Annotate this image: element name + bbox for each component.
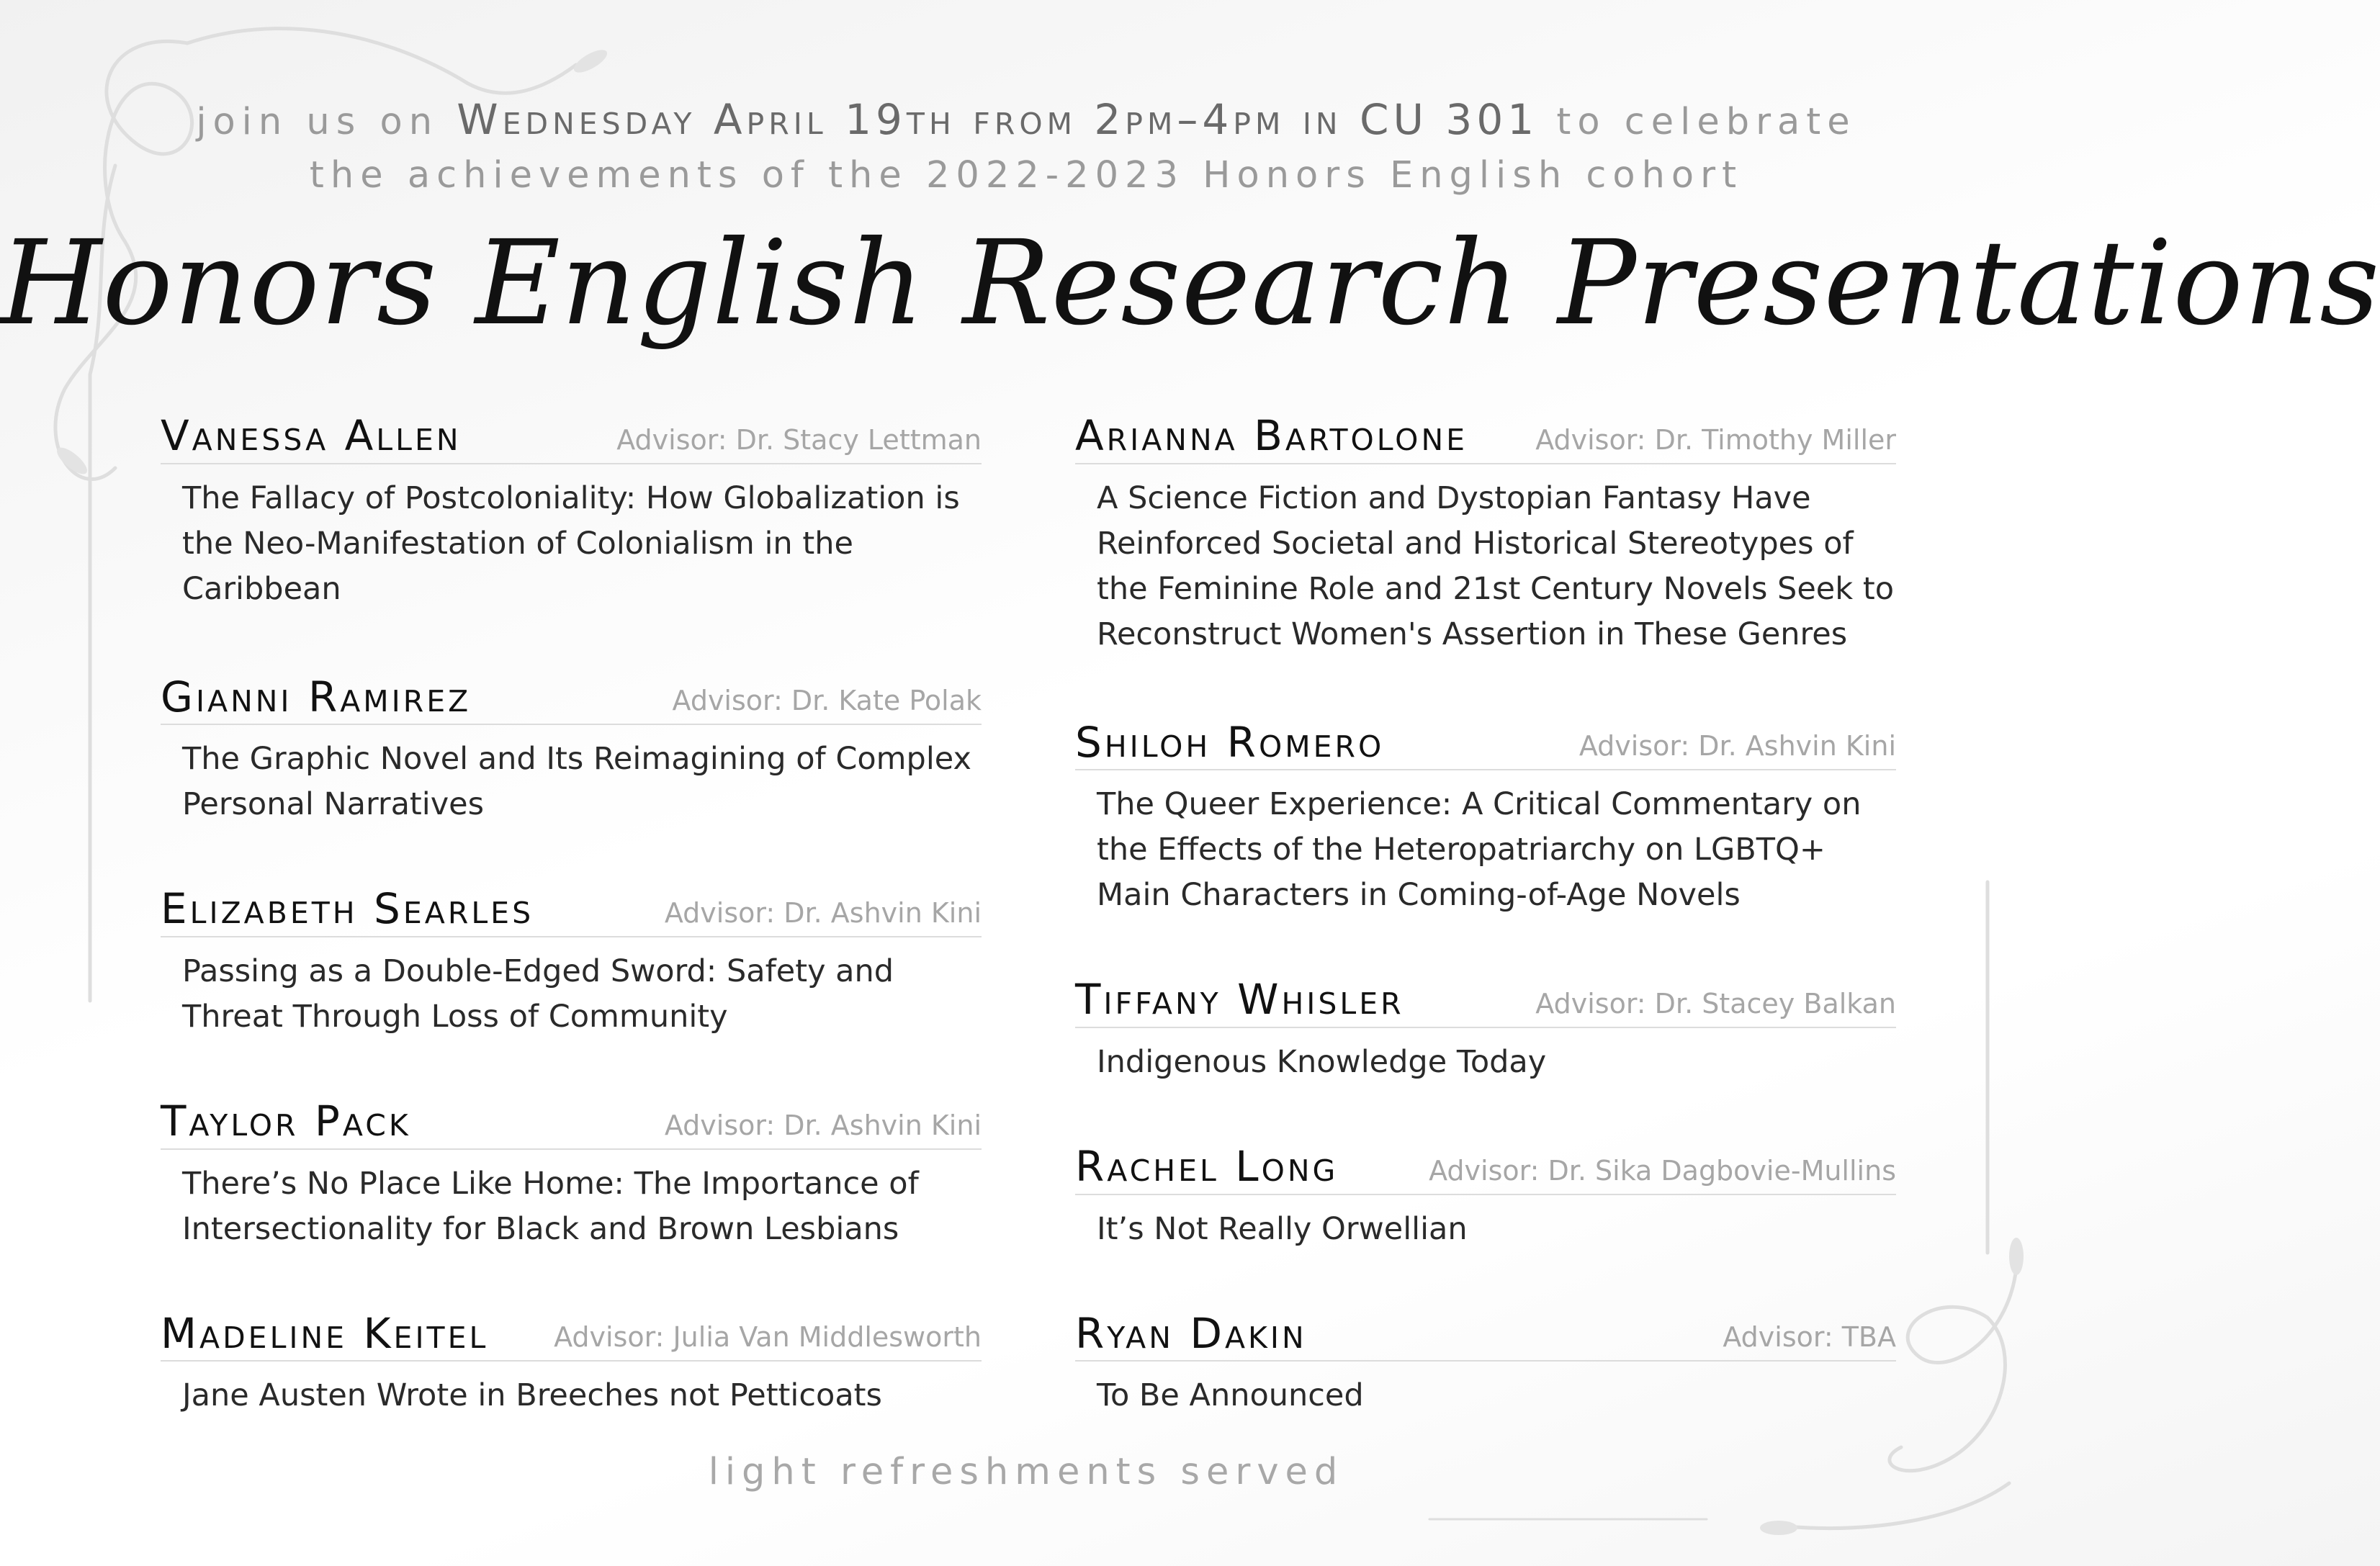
- presenter-name: Tiffany Whisler: [1075, 975, 1404, 1025]
- advisor-label: Advisor: Dr. Ashvin Kini: [1579, 730, 1896, 762]
- presentation-title: Indigenous Knowledge Today: [1097, 1044, 1547, 1081]
- event-datetime-location: Wednesday April 19th from 2pm–4pm in CU 301: [457, 95, 1539, 144]
- presentation-title: The Fallacy of Postcoloniality: How Globalization is the Neo-Manifestation of Colonialism in the Caribbean: [182, 480, 960, 607]
- presentation-title: There’s No Place Like Home: The Importance of Intersectionality for Black and Brown Lesbians: [182, 1165, 919, 1247]
- advisor-label: Advisor: Dr. Sika Dagbovie-Mullins: [1429, 1154, 1896, 1187]
- refreshments-note: light refreshments served: [708, 1451, 1344, 1493]
- presenter-entry: [161, 412, 982, 612]
- presenter-name: Taylor Pack: [161, 1097, 411, 1146]
- advisor-label: Advisor: Dr. Stacey Balkan: [1535, 988, 1896, 1020]
- advisor-label: Advisor: Dr. Ashvin Kini: [664, 897, 982, 930]
- presenter-entry: [1075, 976, 1896, 1085]
- presenter-header: [161, 885, 982, 937]
- presenter-entry: [161, 1097, 982, 1252]
- advisor-label: Advisor: Dr. Timothy Miller: [1535, 423, 1896, 456]
- presenter-entry: [1075, 719, 1896, 919]
- presenter-entry: [161, 1310, 982, 1419]
- presenter-entry: [161, 885, 982, 1040]
- presenter-header: [1075, 719, 1896, 771]
- presentation-title: The Queer Experience: A Critical Commentary on the Effects of the Heteropatriarchy on LGBTQ+ Main Characters in Coming-of-Age Novels: [1097, 786, 1862, 914]
- event-details-line: [0, 95, 2052, 144]
- presenter-header: [161, 412, 982, 464]
- presenter-name: Rachel Long: [1075, 1142, 1339, 1192]
- advisor-label: Advisor: TBA: [1723, 1321, 1896, 1354]
- presentation-title: A Science Fiction and Dystopian Fantasy Have Reinforced Societal and Historical Stereotypes of the Feminine Role and 21st Century Novels Seek to Reconstruct Women's Assertion in These Genres: [1097, 480, 1894, 652]
- intro-suffix: to celebrate: [1556, 101, 1856, 143]
- presenter-header: [1075, 976, 1896, 1028]
- presenter-entry: [161, 673, 982, 828]
- presenter-header: [161, 673, 982, 726]
- presenter-name: Vanessa Allen: [161, 411, 462, 460]
- presenter-header: [161, 1097, 982, 1150]
- advisor-label: Advisor: Dr. Ashvin Kini: [664, 1109, 982, 1141]
- presenter-name: Shiloh Romero: [1075, 717, 1385, 767]
- advisor-label: Advisor: Dr. Kate Polak: [672, 685, 982, 717]
- presenter-entry: [1075, 1143, 1896, 1252]
- intro-prefix: join us on: [196, 101, 439, 143]
- presenters-right-column: [1075, 412, 1896, 1418]
- presentation-title: It’s Not Really Orwellian: [1097, 1210, 1468, 1247]
- presenter-entry: [1075, 1310, 1896, 1419]
- presenter-name: Elizabeth Searles: [161, 884, 534, 934]
- presenter-header: [161, 1310, 982, 1362]
- page-title: Honors English Research Presentations: [0, 216, 2380, 351]
- presenter-name: Gianni Ramirez: [161, 672, 472, 721]
- presentation-title: To Be Announced: [1097, 1377, 1364, 1414]
- presenter-header: [1075, 1143, 1896, 1195]
- advisor-label: Advisor: Julia Van Middlesworth: [554, 1321, 982, 1354]
- advisor-label: Advisor: Dr. Stacy Lettman: [616, 423, 982, 456]
- presentation-title: Passing as a Double-Edged Sword: Safety and Threat Through Loss of Community: [182, 953, 894, 1035]
- presenter-name: Ryan Dakin: [1075, 1308, 1307, 1358]
- event-purpose-line: the achievements of the 2022-2023 Honors English cohort: [309, 154, 1743, 197]
- presenter-name: Arianna Bartolone: [1075, 411, 1468, 460]
- presenter-name: Madeline Keitel: [161, 1308, 489, 1358]
- presentation-title: Jane Austen Wrote in Breeches not Petticoats: [182, 1377, 882, 1414]
- presentation-title: The Graphic Novel and Its Reimagining of Complex Personal Narratives: [182, 741, 971, 823]
- presenters-left-column: [161, 412, 982, 1418]
- presenter-header: [1075, 412, 1896, 464]
- presenter-entry: [1075, 412, 1896, 657]
- presenter-header: [1075, 1310, 1896, 1362]
